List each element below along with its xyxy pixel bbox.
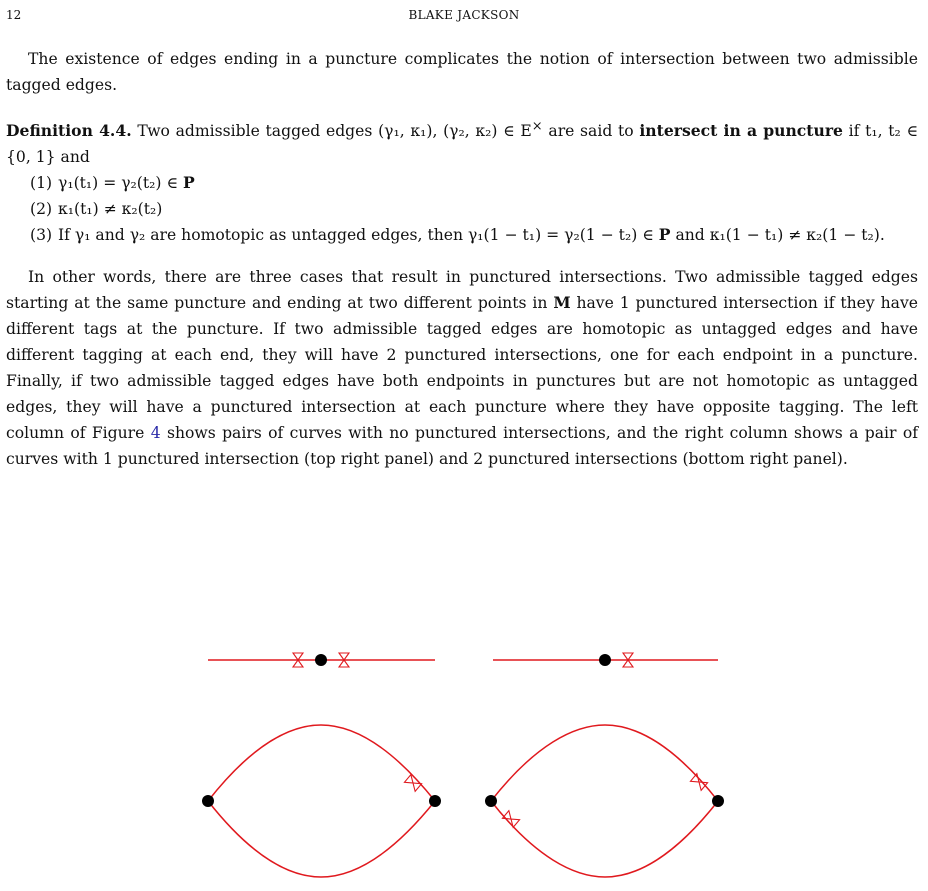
condition-item: [6, 222, 918, 248]
body-text: [6, 46, 918, 472]
condition-bold: P: [658, 225, 671, 245]
definition-lead: Two admissible tagged edges (γ₁, κ₁), (γ₂, κ₂) ∈ E: [137, 122, 532, 141]
notch-tag-icon: [690, 774, 707, 791]
puncture-point: [485, 795, 497, 807]
definition-term: intersect in a puncture: [639, 121, 843, 141]
figure-4: [0, 640, 928, 891]
condition-item: [6, 170, 918, 196]
explanation-text: have 1 punctured intersection if they have different tags at the puncture. If two admissible tagged edges are homotopic as untagged edges and have different tagging at each end, they will have 2 punctured intersections, one for each endpoint in a puncture. Finally, if two admissible tagged edges have both endpoints in punctures but are not homotopic as untagged edges, they will have a punctured intersection at each puncture where they have opposite tagging. The left column of Figure: [6, 294, 918, 443]
figure-4-diagram: [0, 640, 928, 891]
definition-label: Definition 4.4.: [6, 121, 132, 141]
puncture-point: [712, 795, 724, 807]
bottom-left-lower-arc: [208, 801, 435, 877]
condition-text: If γ₁ and γ₂ are homotopic as untagged edges, then γ₁(1 − t₁) = γ₂(1 − t₂) ∈: [58, 226, 659, 245]
condition-text: κ₁(t₁) ≠ κ₂(t₂): [58, 200, 163, 219]
explanation-M: M: [553, 293, 571, 313]
bottom-right-upper-arc: [491, 725, 718, 801]
intro-paragraph: The existence of edges ending in a puncture complicates the notion of intersection between two admissible tagged edges.: [6, 50, 918, 94]
definition-lead-sup: ×: [531, 119, 543, 134]
notch-tag-icon: [404, 775, 421, 792]
explanation-text: shows pairs of curves with no punctured intersections, and the right column shows a pair of curves with 1 punctured intersection (top right panel) and 2 punctured intersections (bottom right panel).: [6, 424, 918, 469]
puncture-point: [429, 795, 441, 807]
puncture-point: [315, 654, 327, 666]
condition-number: (2): [30, 200, 53, 219]
page-number: 12: [6, 8, 22, 22]
definition-conditions: [6, 170, 918, 248]
condition-item: [6, 196, 918, 222]
figure-reference-link[interactable]: 4: [150, 424, 161, 443]
definition-lead-tail: if t₁, t₂ ∈ {0, 1} and: [6, 122, 919, 167]
puncture-point: [599, 654, 611, 666]
condition-bold: P: [182, 173, 195, 193]
definition-lead-mid: are said to: [542, 122, 640, 141]
definition-block: [6, 114, 918, 170]
condition-number: (3): [30, 226, 53, 245]
condition-text: γ₁(t₁) = γ₂(t₂) ∈: [58, 174, 183, 193]
bottom-left-upper-arc: [208, 725, 435, 801]
explanation-paragraph: [6, 264, 918, 472]
explanation-text: In other words, there are three cases that result in punctured intersections. Two admissible tagged edges starting at the same puncture and ending at two different points in: [6, 268, 918, 313]
puncture-point: [202, 795, 214, 807]
condition-number: (1): [30, 174, 53, 193]
running-title: BLAKE JACKSON: [408, 8, 520, 22]
page-header: [0, 8, 928, 26]
condition-text-after: and κ₁(1 − t₁) ≠ κ₂(1 − t₂).: [670, 226, 885, 245]
bottom-right-lower-arc: [491, 801, 718, 877]
